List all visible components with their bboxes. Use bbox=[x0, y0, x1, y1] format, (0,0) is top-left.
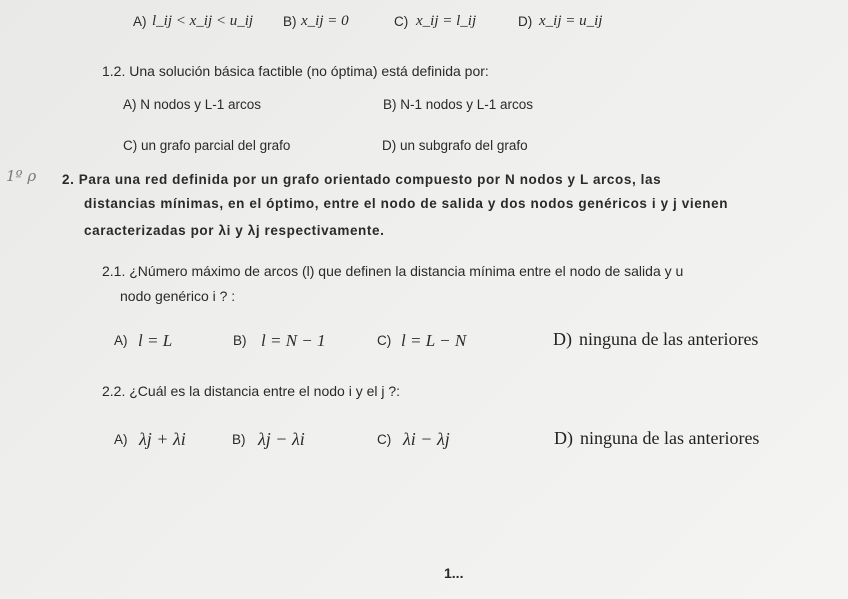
question-1-2-text: 1.2. Una solución básica factible (no óptima) está definida por: bbox=[102, 63, 489, 79]
q21-option-b-expr: l = N − 1 bbox=[261, 331, 326, 350]
handwritten-margin-note: 1º ρ bbox=[6, 167, 37, 185]
q22-option-a-letter: A) bbox=[114, 432, 128, 447]
q21-option-c-expr: l = L − N bbox=[401, 331, 467, 350]
q21-option-c-letter: C) bbox=[377, 333, 392, 348]
q11-option-d-letter: D) bbox=[518, 14, 533, 29]
q11-option-b-expr: x_ij = 0 bbox=[301, 13, 349, 29]
q11-option-b-letter: B) bbox=[283, 14, 297, 29]
q21-option-a-letter: A) bbox=[114, 333, 128, 348]
q11-option-a-expr: l_ij < x_ij < u_ij bbox=[152, 13, 254, 29]
q12-option-b: B) N-1 nodos y L-1 arcos bbox=[383, 97, 534, 112]
question-2-1-line-1: 2.1. ¿Número máximo de arcos (l) que definen la distancia mínima entre el nodo de salida y u bbox=[102, 263, 684, 279]
question-2-line-2: distancias mínimas, en el óptimo, entre el nodo de salida y dos nodos genéricos i y j vienen bbox=[84, 196, 729, 211]
q21-option-d-letter: D) bbox=[553, 329, 572, 349]
q11-option-d-expr: x_ij = u_ij bbox=[539, 13, 603, 29]
question-2-line-3: caracterizadas por λi y λj respectivamente. bbox=[84, 223, 385, 238]
q12-option-c: C) un grafo parcial del grafo bbox=[123, 138, 291, 153]
q22-option-a-expr: λj + λi bbox=[139, 429, 186, 449]
q22-option-c-letter: C) bbox=[377, 432, 392, 447]
q22-option-b-expr: λj − λi bbox=[258, 429, 305, 449]
q22-option-d-letter: D) bbox=[554, 428, 573, 448]
q22-option-c-expr: λi − λj bbox=[403, 429, 450, 449]
question-2-line-1: 2. Para una red definida por un grafo orientado compuesto por N nodos y L arcos, las bbox=[62, 172, 662, 187]
page-number: 1... bbox=[444, 565, 464, 581]
q11-option-a-letter: A) bbox=[133, 14, 147, 29]
q22-option-d-text: ninguna de las anteriores bbox=[580, 428, 760, 448]
q11-option-c-expr: x_ij = l_ij bbox=[416, 13, 477, 29]
q21-option-b-letter: B) bbox=[233, 333, 247, 348]
question-2-2-text: 2.2. ¿Cuál es la distancia entre el nodo i y el j ?: bbox=[102, 383, 401, 399]
q11-option-c-letter: C) bbox=[394, 14, 409, 29]
q22-option-b-letter: B) bbox=[232, 432, 246, 447]
q21-option-a-expr: l = L bbox=[138, 331, 173, 350]
q21-option-d-text: ninguna de las anteriores bbox=[579, 329, 759, 349]
question-2-1-line-2: nodo genérico i ? : bbox=[120, 288, 236, 304]
q12-option-d: D) un subgrafo del grafo bbox=[382, 138, 528, 153]
q12-option-a: A) N nodos y L-1 arcos bbox=[123, 97, 262, 112]
